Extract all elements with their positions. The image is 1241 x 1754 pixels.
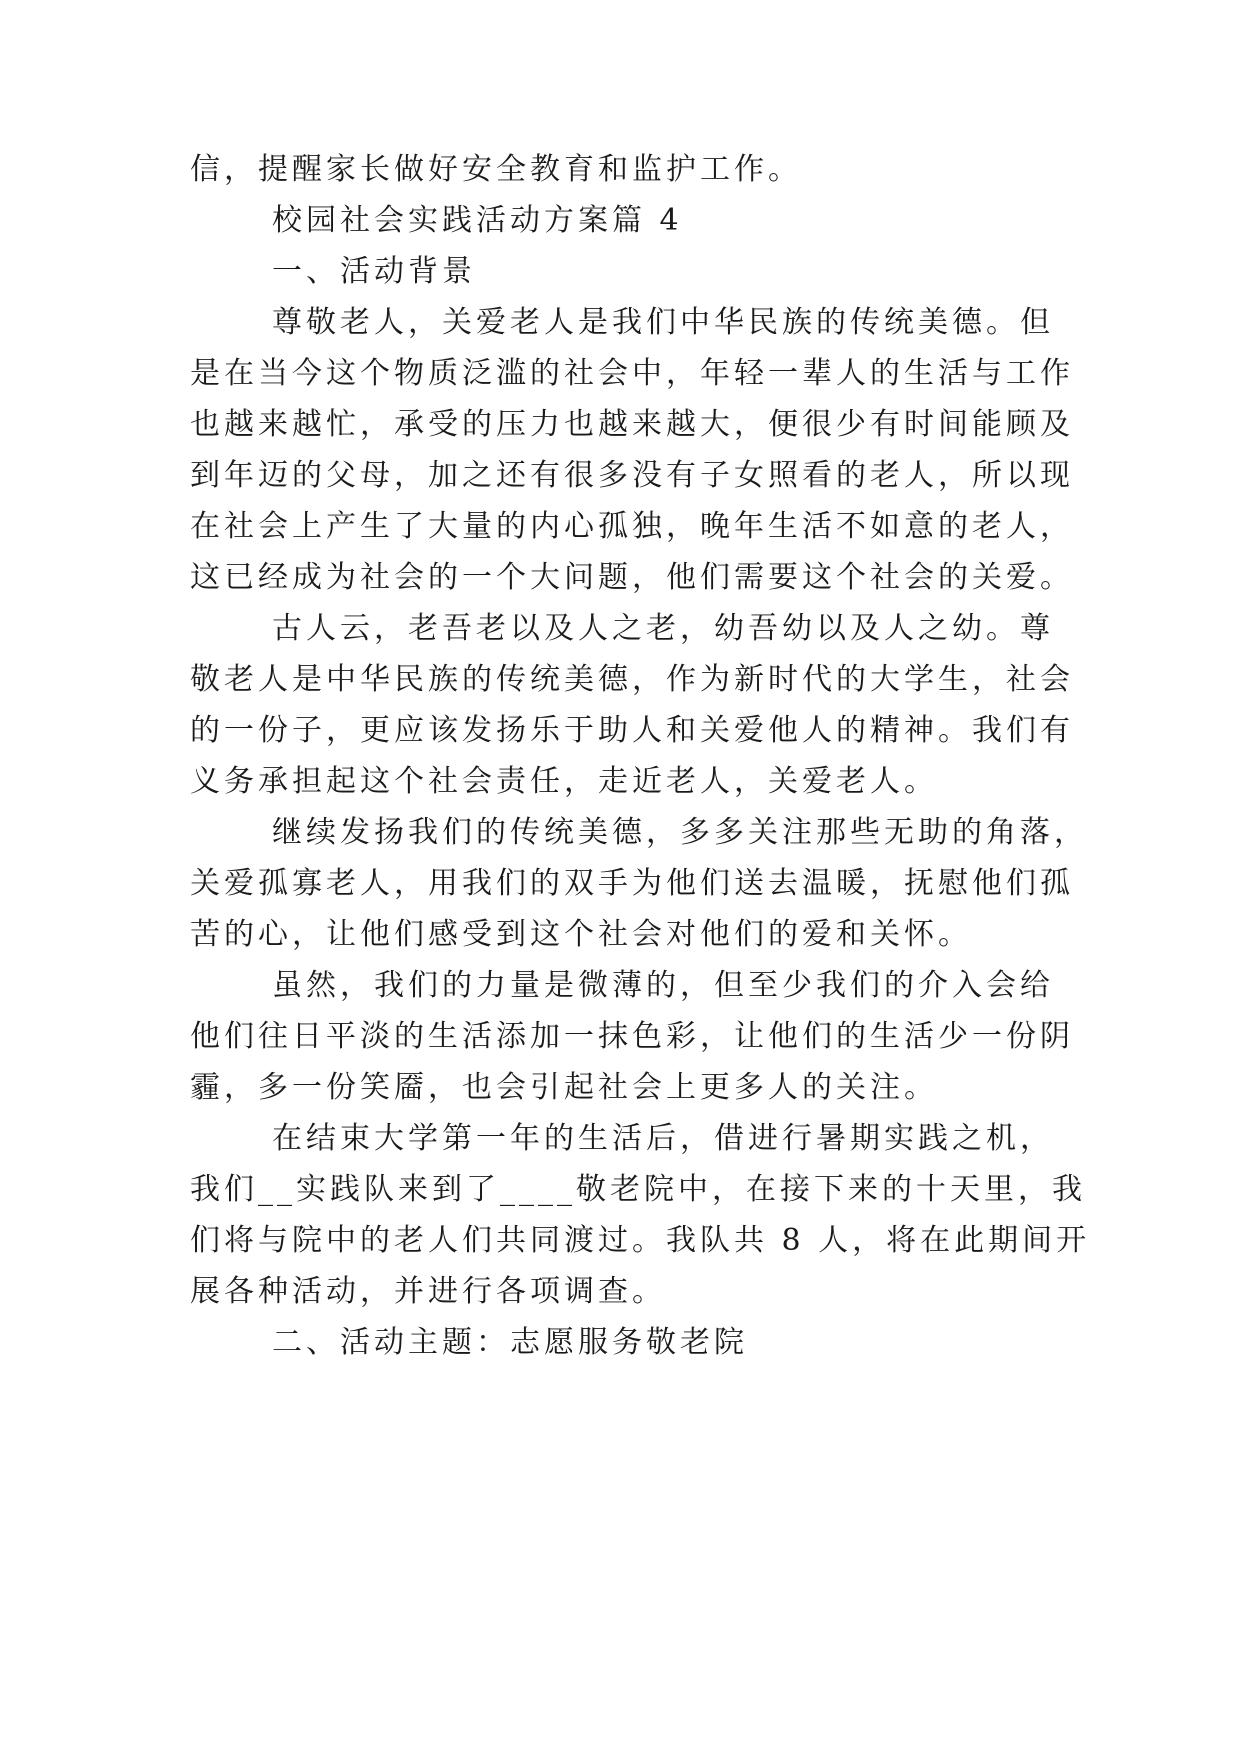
paragraph-line: 的一份子，更应该发扬乐于助人和关爱他人的精神。我们有 (190, 713, 1074, 748)
paragraph-line: 古人云，老吾老以及人之老，幼吾幼以及人之幼。尊 (272, 611, 1054, 646)
paragraph-line: 在结束大学第一年的生活后，借进行暑期实践之机， (272, 1121, 1054, 1156)
paragraph-line: 这已经成为社会的一个大问题，他们需要这个社会的关爱。 (190, 560, 1074, 595)
paragraph-line: 我们__实践队来到了____敬老院中，在接下来的十天里，我 (190, 1172, 1086, 1207)
paragraph-line: 展各种活动，并进行各项调查。 (190, 1274, 666, 1309)
heading-background: 一、活动背景 (272, 254, 476, 289)
paragraph-line: 到年迈的父母，加之还有很多没有子女照看的老人，所以现 (190, 458, 1074, 493)
paragraph-line: 是在当今这个物质泛滥的社会中，年轻一辈人的生活与工作 (190, 356, 1074, 391)
paragraph-line: 义务承担起这个社会责任，走近老人，关爱老人。 (190, 764, 938, 799)
paragraph-line: 虽然，我们的力量是微薄的，但至少我们的介入会给 (272, 968, 1054, 1003)
paragraph-line: 继续发扬我们的传统美德，多多关注那些无助的角落， (272, 815, 1088, 850)
paragraph-line: 他们往日平淡的生活添加一抹色彩，让他们的生活少一份阴 (190, 1019, 1074, 1054)
paragraph-line: 苦的心，让他们感受到这个社会对他们的爱和关怀。 (190, 917, 972, 952)
paragraph-line: 也越来越忙，承受的压力也越来越大，便很少有时间能顾及 (190, 407, 1074, 442)
paragraph-line: 在社会上产生了大量的内心孤独，晚年生活不如意的老人， (190, 509, 1074, 544)
paragraph-line: 尊敬老人，关爱老人是我们中华民族的传统美德。但 (272, 305, 1054, 340)
section-title: 校园社会实践活动方案篇 4 (272, 203, 683, 238)
paragraph-line: 霾，多一份笑靥，也会引起社会上更多人的关注。 (190, 1070, 938, 1105)
paragraph-line: 们将与院中的老人们共同渡过。我队共 8 人，将在此期间开 (190, 1223, 1091, 1258)
paragraph-line: 敬老人是中华民族的传统美德，作为新时代的大学生，社会 (190, 662, 1074, 697)
paragraph-line: 关爱孤寡老人，用我们的双手为他们送去温暖，抚慰他们孤 (190, 866, 1074, 901)
heading-theme: 二、活动主题：志愿服务敬老院 (272, 1325, 748, 1360)
text-line-1: 信，提醒家长做好安全教育和监护工作。 (190, 152, 802, 187)
